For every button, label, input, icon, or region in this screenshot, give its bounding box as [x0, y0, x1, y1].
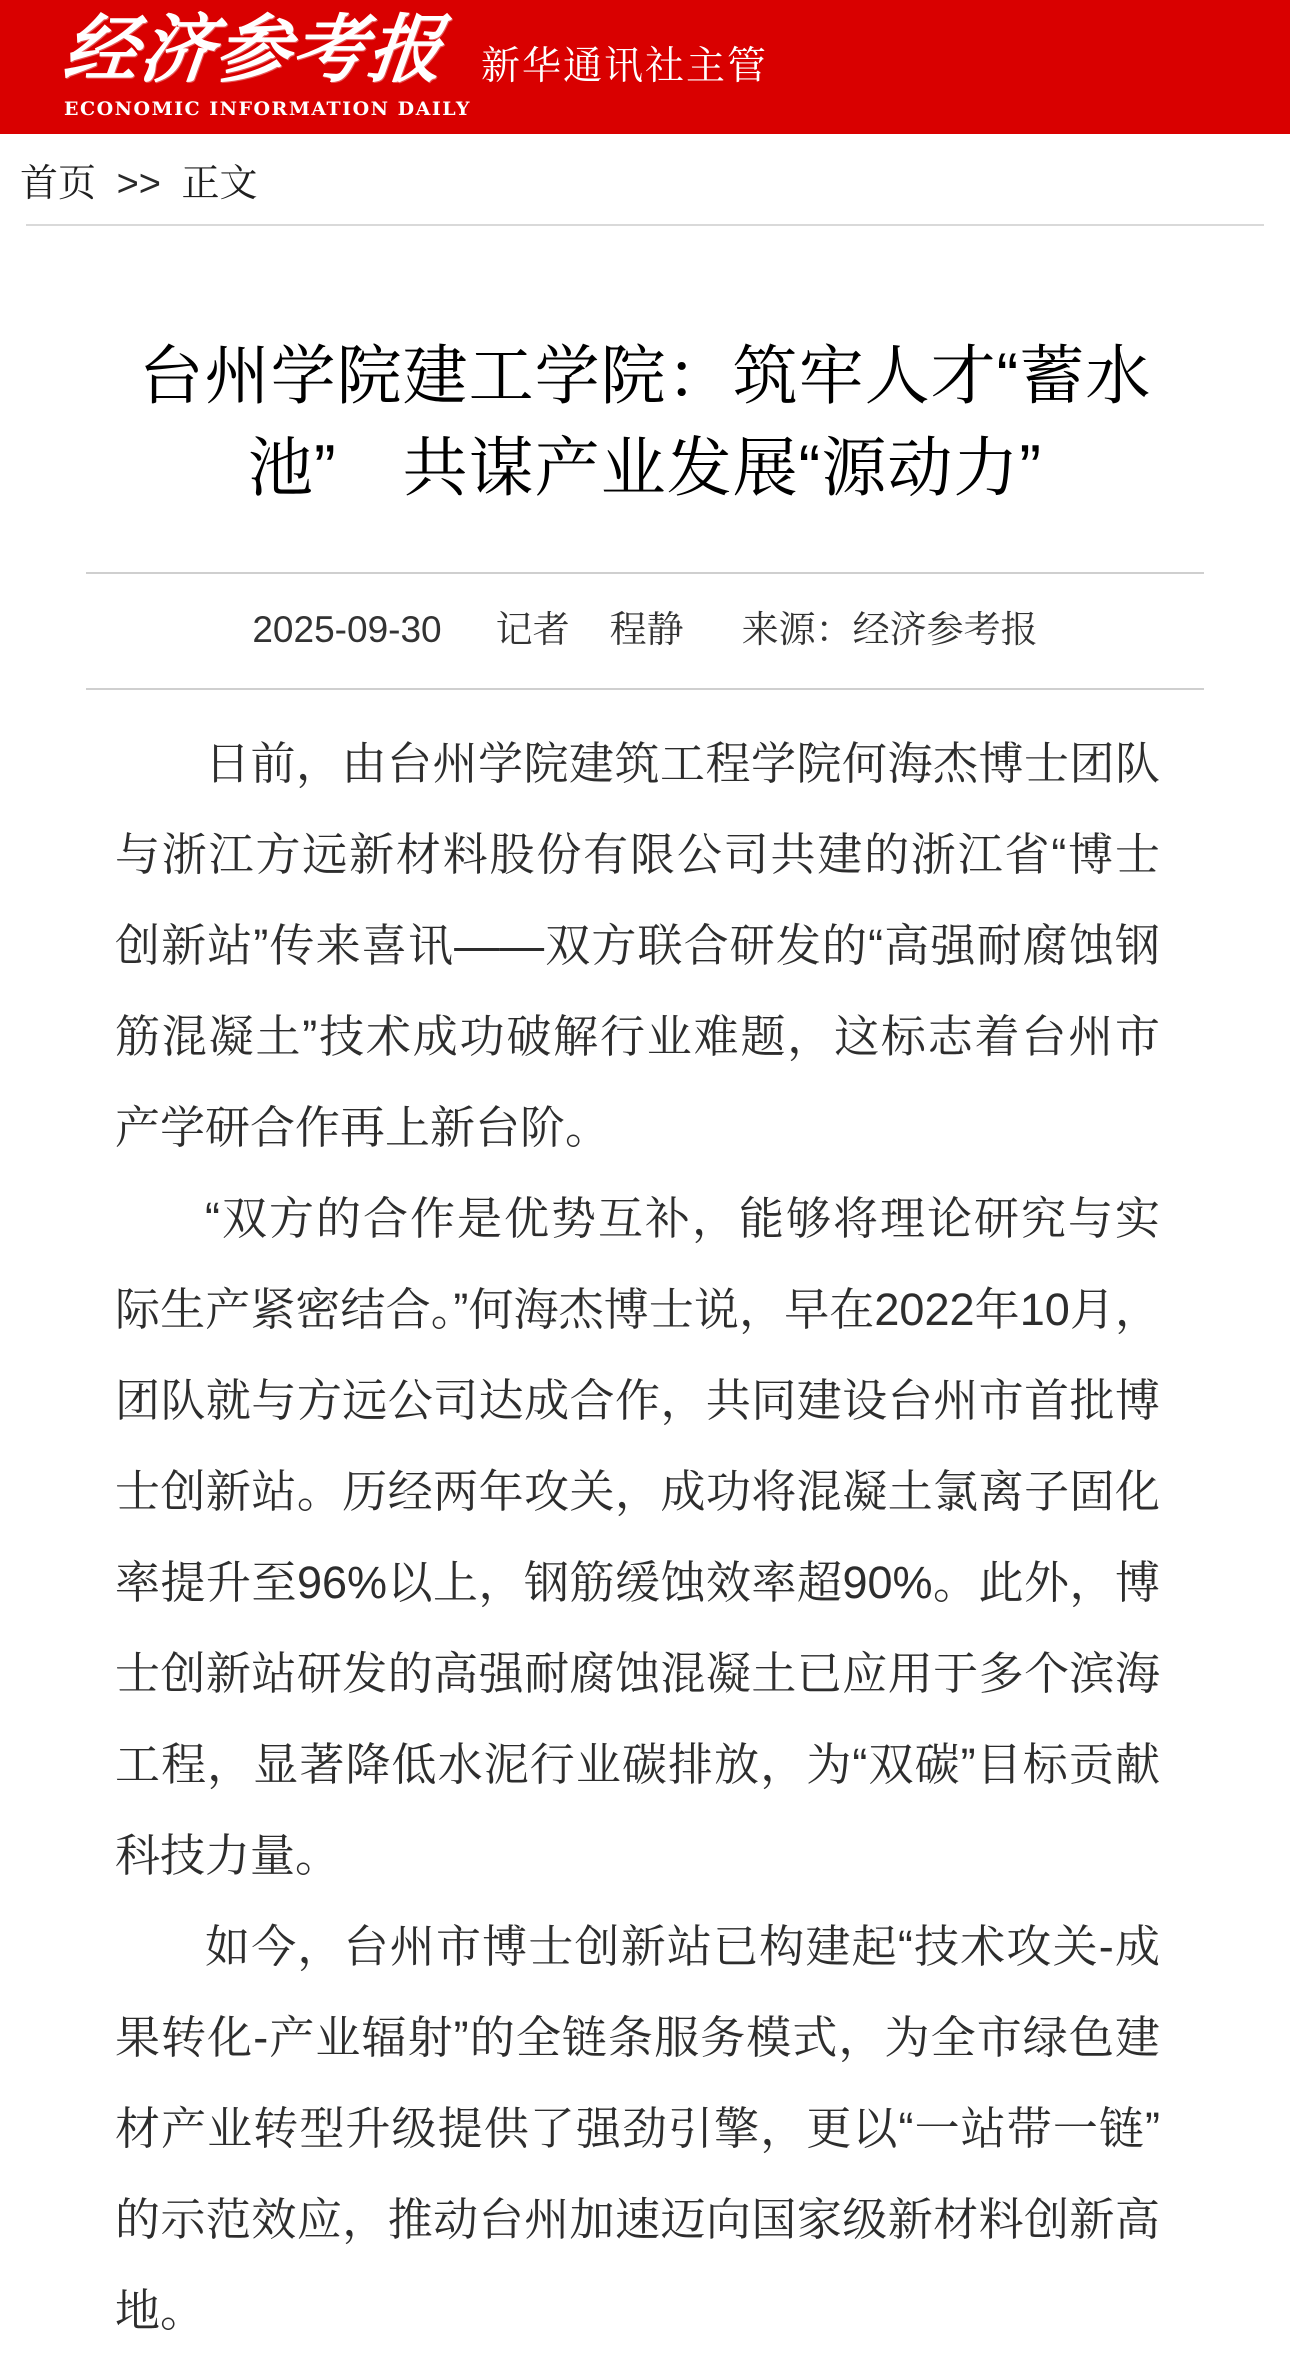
- source-name: 经济参考报: [852, 609, 1038, 650]
- article-title: 台州学院建工学院：筑牢人才“蓄水池” 共谋产业发展“源动力”: [138, 339, 1152, 504]
- article-meta-bar: [86, 572, 1204, 690]
- reporter-name: 程静: [609, 609, 684, 650]
- newspaper-logo[interactable]: [59, 4, 471, 120]
- breadcrumb-separator: >>: [116, 163, 161, 205]
- breadcrumb: [0, 134, 1290, 208]
- newspaper-logo-title: 经济参考报: [59, 7, 449, 93]
- article-section: [0, 330, 1290, 2356]
- article-date: 2025-09-30: [252, 609, 442, 650]
- article-paragraph: 如今，台州市博士创新站已构建起“技术攻关-成果转化-产业辐射”的全链条服务模式，为全市绿色建材产业转型升级提供了强劲引擎，更以“一站带一链”的示范效应，推动台州加速迈向国家级新材料创新高地。: [115, 1921, 1160, 2336]
- article-paragraph: “双方的合作是优势互补，能够将理论研究与实际生产紧密结合。”何海杰博士说，早在2022年10月，团队就与方远公司达成合作，共同建设台州市首批博士创新站。历经两年攻关，成功将混凝土氯离子固化率提升至96%以上，钢筋缓蚀效率超90%。此外，博士创新站研发的高强耐腐蚀混凝土已应用于多个滨海工程，显著降低水泥行业碳排放，为“双碳”目标贡献科技力量。: [115, 1193, 1160, 1881]
- masthead: [0, 0, 1290, 134]
- article-paragraph: 日前，由台州学院建筑工程学院何海杰博士团队与浙江方远新材料股份有限公司共建的浙江省“博士创新站”传来喜讯——双方联合研发的“高强耐腐蚀钢筋混凝土”技术成功破解行业难题，这标志着台州市产学研合作再上新台阶。: [115, 738, 1160, 1153]
- breadcrumb-home-link[interactable]: 首页: [20, 163, 97, 205]
- breadcrumb-current: 正文: [181, 163, 258, 205]
- article-meta-line: [86, 608, 1204, 652]
- source-label: 来源：: [741, 609, 853, 650]
- breadcrumb-divider: [26, 224, 1264, 226]
- newspaper-logo-subtitle: ECONOMIC INFORMATION DAILY: [64, 98, 471, 120]
- reporter-label: 记者: [495, 609, 570, 650]
- article-body: [115, 718, 1160, 2356]
- masthead-tagline: 新华通讯社主管: [481, 45, 769, 88]
